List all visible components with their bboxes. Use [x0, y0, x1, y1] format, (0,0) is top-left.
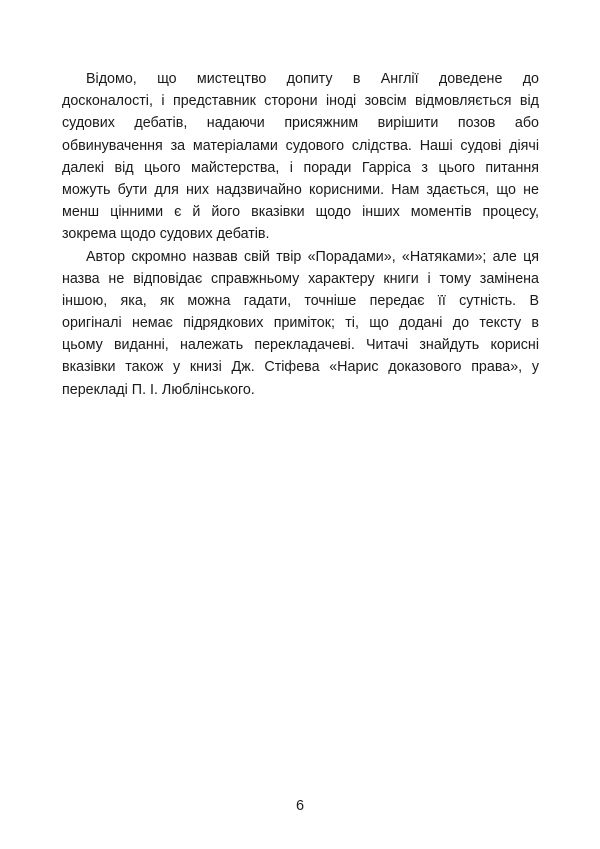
body-text — [62, 68, 539, 401]
text-line: далекі від цього майстерства, і поради Гарріса з цього питання — [62, 159, 539, 176]
paragraph — [62, 246, 539, 401]
text-line: можуть бути для них надзвичайно корисними. Нам здається, що не — [62, 181, 539, 198]
text-line: вказівки також у книзі Дж. Стіфева «Нарис доказового права», у — [62, 359, 539, 376]
text-line: досконалості, і представник сторони іноді зовсім відмовляється від — [62, 93, 539, 110]
text-line: іншою, яка, як можна гадати, точніше передає її сутність. В — [62, 292, 539, 309]
text-line: Автор скромно назвав свій твір «Порадами», «Натяками»; але ця — [86, 248, 539, 265]
text-line: перекладі П. І. Люблінського. — [62, 381, 255, 398]
text-line: назва не відповідає справжньому характеру книги і тому замінена — [62, 270, 539, 287]
text-line: зокрема щодо судових дебатів. — [62, 226, 270, 243]
text-line: судових дебатів, надаючи присяжним вирішити позов або — [62, 115, 539, 132]
text-line: Відомо, що мистецтво допиту в Англії доведене до — [86, 71, 539, 87]
text-line: обвинувачення за матеріалами судового слідства. Наші судові діячі — [62, 137, 539, 154]
text-line: оригіналі немає підрядкових приміток; ті, що додані до тексту в — [62, 315, 539, 332]
page-number: 6 — [295, 798, 305, 814]
paragraph — [62, 68, 539, 246]
text-line: менш цінними є й його вказівки щодо інших моментів процесу, — [62, 204, 539, 221]
text-line: цьому виданні, належать перекладачеві. Читачі знайдуть корисні — [62, 337, 539, 354]
